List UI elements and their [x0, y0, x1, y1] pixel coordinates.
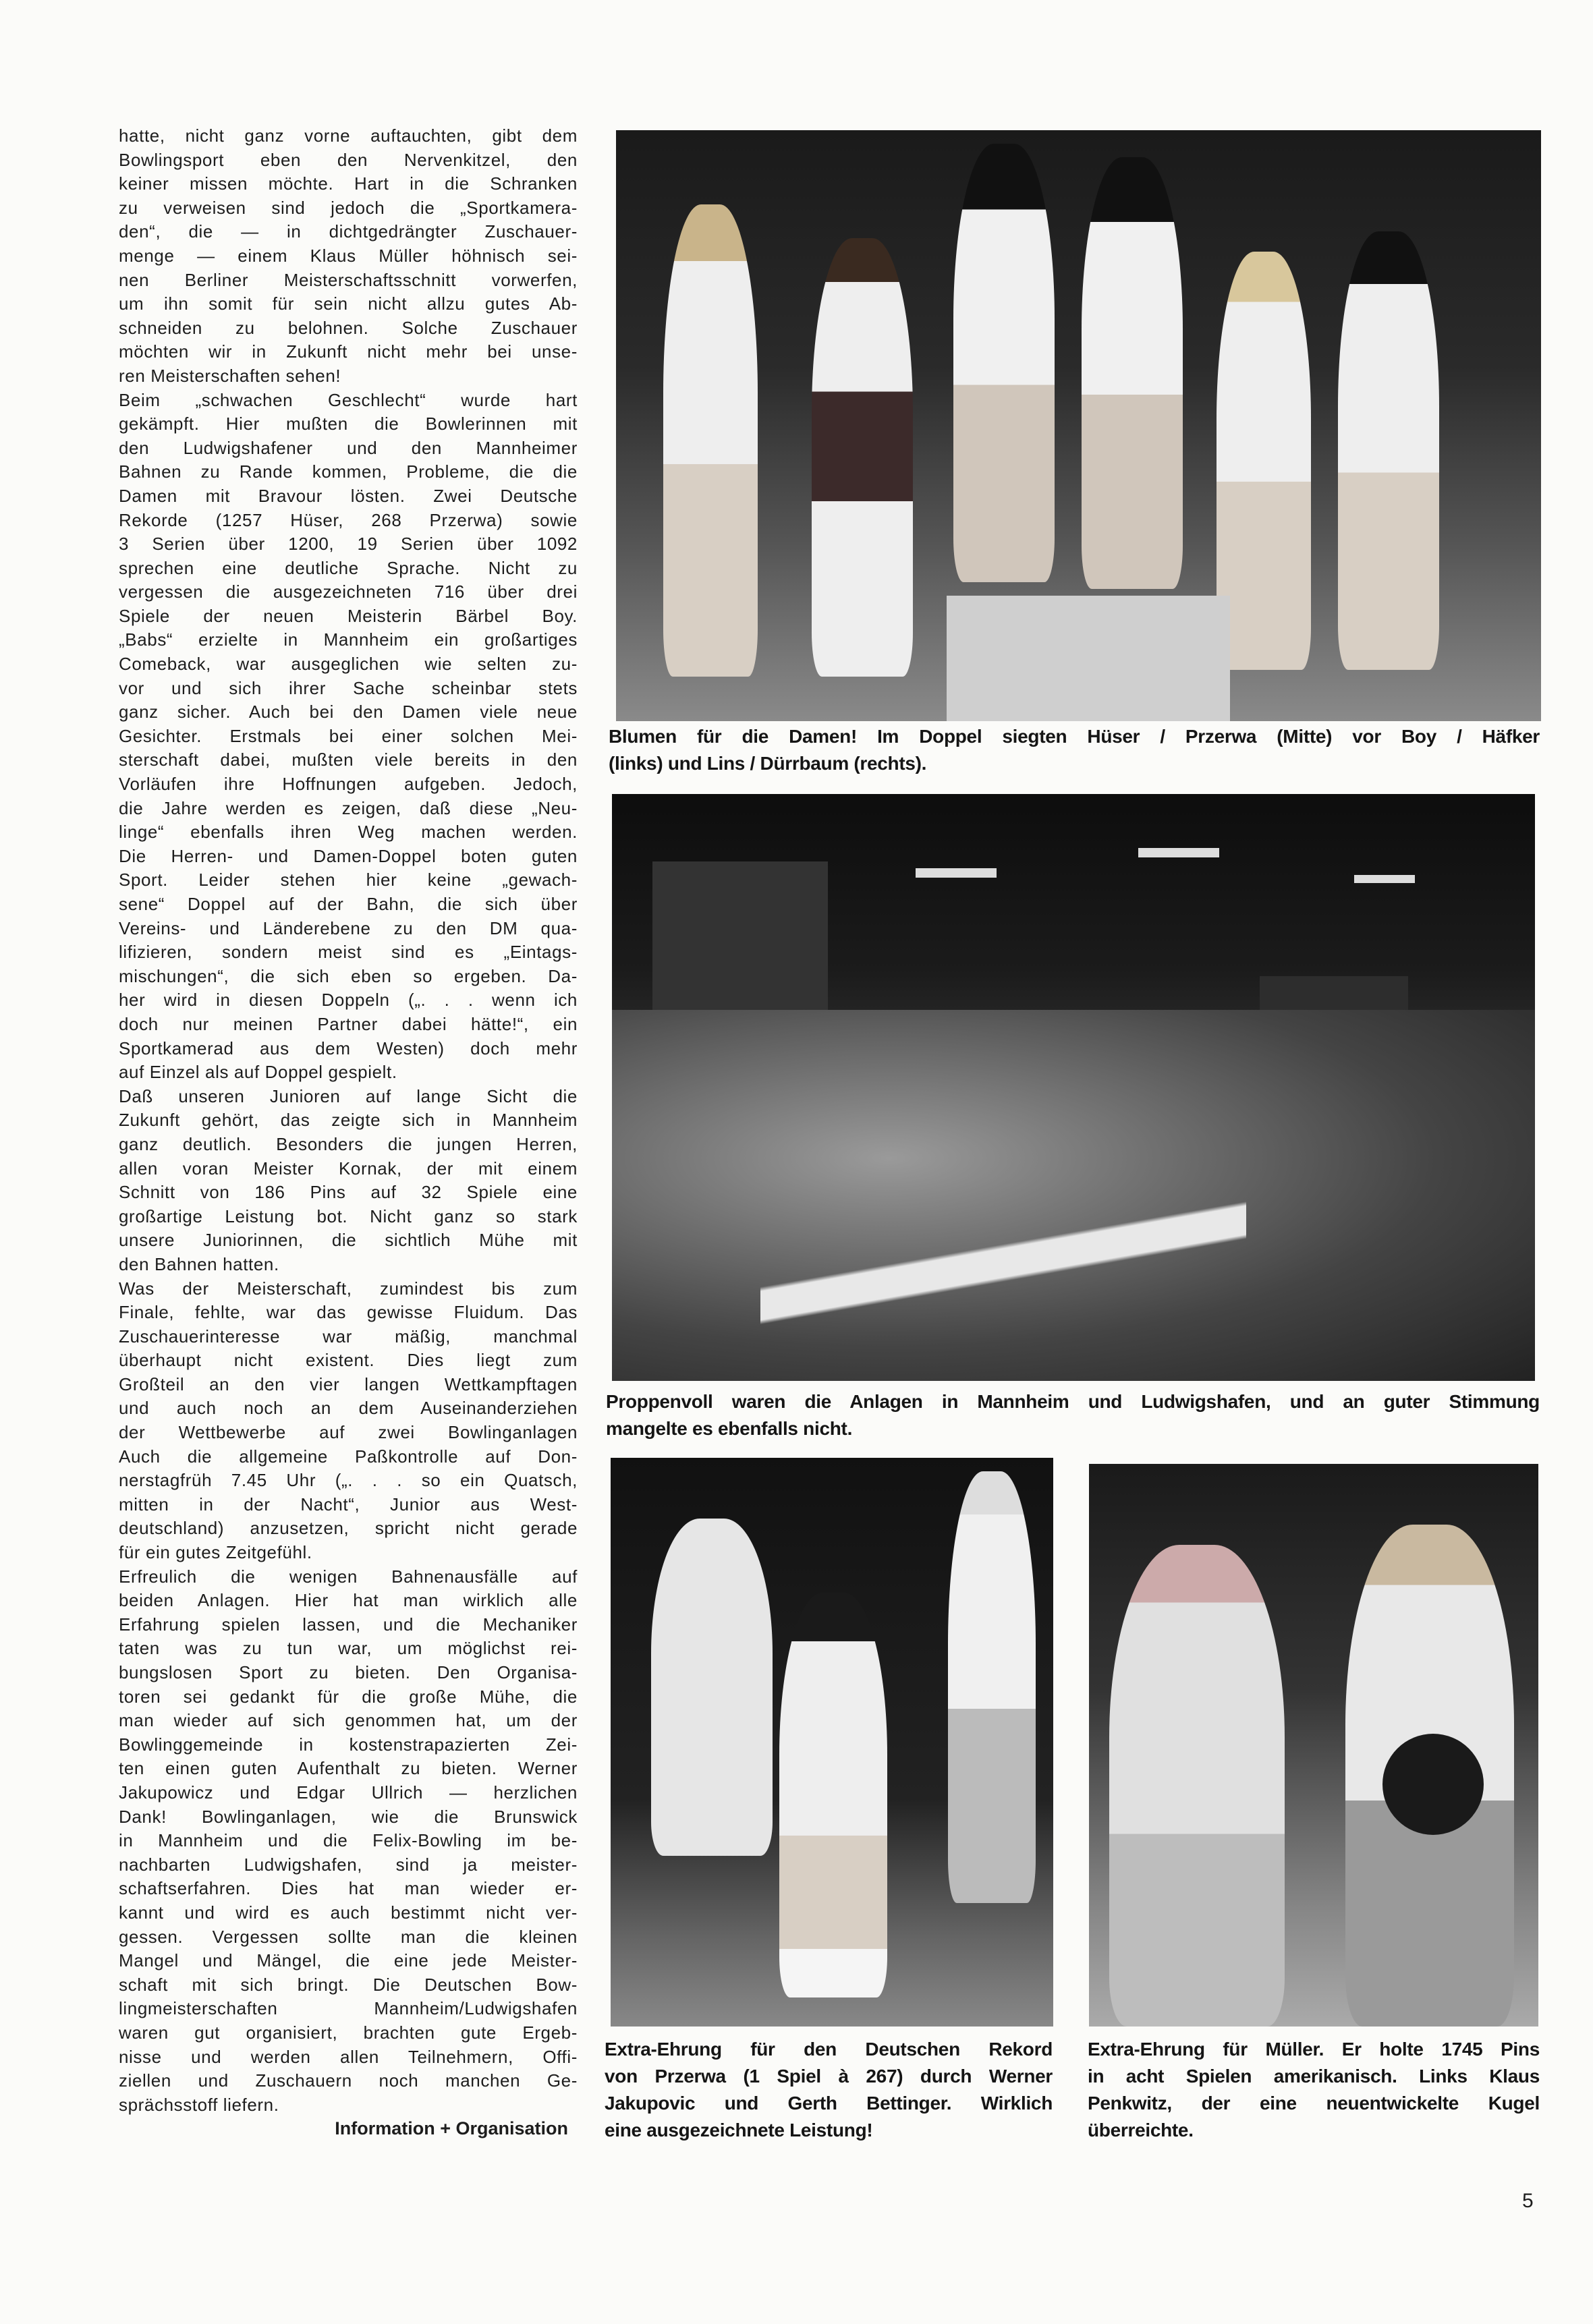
text-line: Erfahrung spielen lassen, und die Mechaniker	[119, 1614, 578, 1635]
text-line: überhaupt nicht existent. Dies liegt zum	[119, 1350, 578, 1371]
text-line: schaftserfahren. Dies hat man wieder er-	[119, 1878, 578, 1899]
photo-crowd-bowling-hall	[612, 794, 1535, 1381]
text-line: Rekorde (1257 Hüser, 268 Przerwa) sowie	[119, 509, 578, 530]
text-line: mischungen“, die sich eben so ergeben. Da-	[119, 965, 578, 986]
text-line: Damen mit Bravour lösten. Zwei Deutsche	[119, 485, 578, 506]
text-line: Zukunft gehört, das zeigte sich in Mannheim	[119, 1110, 578, 1131]
text-line: Vereins- und Länderebene zu den DM qua-	[119, 917, 578, 938]
text-line: sene“ Doppel auf der Bahn, die sich über	[119, 894, 578, 914]
text-line: Sport. Leider stehen hier keine „gewach-	[119, 870, 578, 890]
text-line: gessen. Vergessen sollte man die kleinen	[119, 1926, 578, 1947]
text-line: Erfreulich die wenigen Bahnenausfälle auf	[119, 1566, 578, 1587]
text-line: ganz deutlich. Besonders die jungen Herren,	[119, 1133, 578, 1154]
text-line: Bowlingsport eben den Nervenkitzel, den	[119, 149, 578, 170]
text-line: beiden Anlagen. Hier hat man wirklich alle	[119, 1590, 578, 1611]
text-line: Beim „schwachen Geschlecht“ wurde hart	[119, 389, 578, 410]
text-line: großartige Leistung bot. Nicht ganz so stark	[119, 1206, 578, 1226]
caption-crowd: Proppenvoll waren die Anlagen in Mannheim und Ludwigshafen, und an guter Stimmung mangelte es ebenfalls nicht.	[606, 1391, 1540, 1439]
text-line: ten einen guten Aufenthalt zu bieten. Werner	[119, 1758, 578, 1779]
text-line: schaft mit sich bringt. Die Deutschen Bow-	[119, 1974, 578, 1995]
caption-przerwa: Extra-Ehrung für den Deutschen Rekord von Przerwa (1 Spiel à 267) durch Werner Jakupovic und Gerth Bettinger. Wirklich eine ausgezeichnete Leistung!	[605, 2039, 1053, 2141]
text-line: Comeback, war ausgeglichen wie selten zu-	[119, 654, 578, 675]
text-line: ganz sicher. Auch bei den Damen viele neue	[119, 702, 578, 722]
text-line: deutschland) anzusetzen, spricht nicht gerade	[119, 1518, 578, 1539]
text-line: hatte, nicht ganz vorne auftauchten, gibt dem	[119, 125, 578, 146]
text-line: man wieder auf sich genommen hat, um der	[119, 1710, 578, 1731]
text-line: Vorläufen ihre Hoffnungen aufgeben. Jedoch,	[119, 774, 578, 795]
text-line: vergessen die ausgezeichneten 716 über drei	[119, 582, 578, 602]
page-number: 5	[1522, 2190, 1534, 2212]
text-line: nerstagfrüh 7.45 Uhr („. . . so ein Quatsch,	[119, 1470, 578, 1491]
text-line: Spiele der neuen Meisterin Bärbel Boy.	[119, 605, 578, 626]
text-line: möchten wir in Zukunft nicht mehr bei unse-	[119, 341, 578, 362]
text-line: schneiden zu belohnen. Solche Zuschauer	[119, 317, 578, 338]
text-line: Bahnen zu Rande kommen, Probleme, die die	[119, 461, 578, 482]
text-line: Finale, fehlte, war das gewisse Fluidum. Das	[119, 1302, 578, 1323]
text-line: bungslosen Sport zu bieten. Den Organisa-	[119, 1662, 578, 1682]
text-line: ren Meisterschaften sehen!	[119, 365, 341, 386]
text-line: unsere Juniorinnen, die sichtlich Mühe mit	[119, 1230, 578, 1251]
photo-podium-women	[616, 130, 1541, 721]
text-line: allen voran Meister Kornak, der mit einem	[119, 1158, 578, 1179]
text-line: 3 Serien über 1200, 19 Serien über 1092	[119, 534, 578, 555]
text-line: mitten in der Nacht“, Junior aus West-	[119, 1494, 578, 1514]
text-line: menge — einem Klaus Müller höhnisch sei-	[119, 245, 578, 266]
text-line: den“, die — in dichtgedrängter Zuschauer-	[119, 221, 578, 242]
text-line: nen Berliner Meisterschaftsschnitt vorwerfen,	[119, 269, 578, 290]
article-paragraph	[119, 1085, 578, 1277]
text-line: kannt und wird es auch bestimmt nicht ver-	[119, 1902, 578, 1923]
text-line: keiner missen möchte. Hart in die Schranken	[119, 173, 578, 194]
text-line: Mangel und Mängel, die eine jede Meister-	[119, 1950, 578, 1971]
text-line: Daß unseren Junioren auf lange Sicht die	[119, 1085, 578, 1106]
text-line: den Bahnen hatten.	[119, 1253, 279, 1274]
text-line: Dank! Bowlinganlagen, wie die Brunswick	[119, 1806, 578, 1827]
text-line: doch nur meinen Partner dabei hätte!“, ein	[119, 1013, 578, 1034]
article-paragraph	[119, 389, 578, 1085]
text-line: lingmeisterschaften Mannheim/Ludwigshafen	[119, 1998, 578, 2019]
text-line: der Wettbewerbe auf zwei Bowlinganlagen	[119, 1422, 578, 1443]
caption-podium: Blumen für die Damen! Im Doppel siegten Hüser / Przerwa (Mitte) vor Boy / Häfker (links) und Lins / Dürrbaum (rechts).	[609, 726, 1540, 774]
text-line: sprechen eine deutliche Sprache. Nicht zu	[119, 557, 578, 578]
caption-mueller: Extra-Ehrung für Müller. Er holte 1745 Pins in acht Spielen amerikanisch. Links Klaus Penkwitz, der eine neuentwickelte Kugel überreichte.	[1088, 2039, 1540, 2141]
text-line: sprächsstoff liefern.	[119, 2094, 279, 2115]
article-signature: Information + Organisation	[335, 2118, 568, 2138]
photo-mueller-honour	[1089, 1464, 1538, 2027]
text-line: und auch noch an dem Auseinanderziehen	[119, 1398, 578, 1419]
text-line: für ein gutes Zeitgefühl.	[119, 1542, 312, 1563]
text-line: gekämpft. Hier mußten die Bowlerinnen mit	[119, 414, 578, 434]
article-body	[119, 124, 578, 2117]
text-line: linge“ ebenfalls ihren Weg machen werden.	[119, 822, 578, 843]
text-line: Großteil an den vier langen Wettkampftagen	[119, 1373, 578, 1394]
text-line: taten was zu tun war, um möglichst rei-	[119, 1638, 578, 1659]
text-line: Zuschauerinteresse war mäßig, manchmal	[119, 1326, 578, 1347]
text-line: in Mannheim und die Felix-Bowling im be-	[119, 1830, 578, 1851]
text-line: um ihn somit für sein nicht allzu gutes Ab-	[119, 293, 578, 314]
text-line: toren sei gedankt für die große Mühe, die	[119, 1686, 578, 1707]
text-line: Die Herren- und Damen-Doppel boten guten	[119, 845, 578, 866]
text-line: Bowlinggemeinde in kostenstrapazierten Zei-	[119, 1734, 578, 1755]
text-line: „Babs“ erzielte in Mannheim ein großartiges	[119, 629, 578, 650]
text-line: Schnitt von 186 Pins auf 32 Spiele eine	[119, 1182, 578, 1203]
text-line: Was der Meisterschaft, zumindest bis zum	[119, 1278, 578, 1299]
text-line: Sportkamerad aus dem Westen) doch mehr	[119, 1038, 578, 1058]
text-line: waren gut organisiert, brachten gute Ergeb-	[119, 2022, 578, 2043]
text-line: lifizieren, sondern meist sind es „Eintags-	[119, 942, 578, 963]
article-paragraph	[119, 124, 578, 389]
text-line: sterschaft dabei, mußten viele bereits in den	[119, 749, 578, 770]
text-line: die Jahre werden es zeigen, daß diese „Neu-	[119, 797, 578, 818]
text-line: ziellen und Zuschauern noch manchen Ge-	[119, 2070, 578, 2091]
text-line: auf Einzel als auf Doppel gespielt.	[119, 1062, 397, 1083]
text-line: Gesichter. Erstmals bei einer solchen Mei-	[119, 725, 578, 746]
article-paragraph	[119, 1277, 578, 1565]
text-line: Jakupowicz und Edgar Ullrich — herzlichen	[119, 1782, 578, 1803]
text-line: den Ludwigshafener und den Mannheimer	[119, 437, 578, 458]
text-line: Auch die allgemeine Paßkontrolle auf Don-	[119, 1446, 578, 1467]
article-paragraph	[119, 1565, 578, 2118]
text-line: nisse und werden allen Teilnehmern, Offi-	[119, 2046, 578, 2067]
photo-przerwa-honour	[611, 1458, 1053, 2027]
text-line: vor und sich ihrer Sache scheinbar stets	[119, 677, 578, 698]
text-line: her wird in diesen Doppeln („. . . wenn ich	[119, 990, 578, 1011]
text-line: zu verweisen sind jedoch die „Sportkamera-	[119, 197, 578, 218]
text-line: nachbarten Ludwigshafen, sind ja meister-	[119, 1854, 578, 1875]
